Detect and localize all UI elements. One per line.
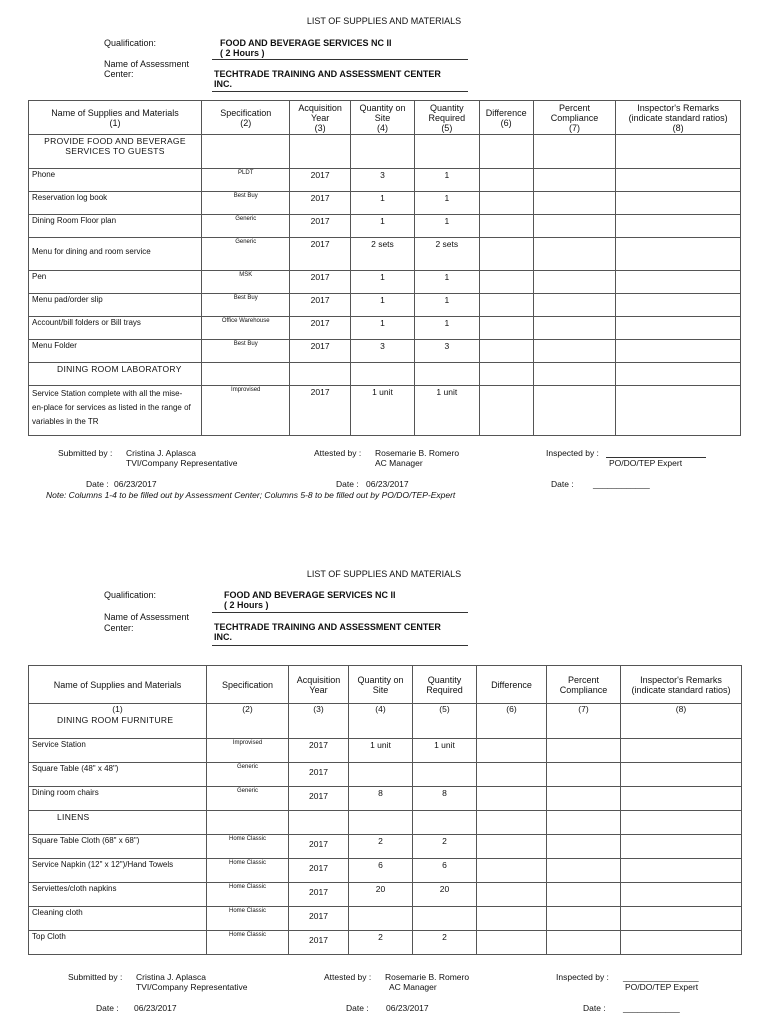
inspected-label: Inspected by : (556, 972, 609, 982)
header-name: Name of Supplies and Materials (1) (29, 101, 202, 135)
section-row: LINENS (29, 810, 742, 834)
inspected-label: Inspected by : (546, 448, 599, 458)
header-remarks: Inspector's Remarks (indicate standard ratios) (8) (616, 101, 741, 135)
center-value-2: INC. (214, 79, 232, 89)
divider (212, 612, 468, 613)
date-blank: ____________ (623, 1003, 680, 1013)
center-label-2: Center: (104, 69, 134, 79)
header-spec: Specification (2) (201, 101, 289, 135)
table-row: Dining room chairs Generic 2017 8 8 (29, 786, 742, 810)
divider (212, 645, 468, 646)
center-label-1: Name of Assessment (104, 59, 190, 69)
qualification-hours: ( 2 Hours ) (220, 48, 265, 58)
supplies-table-1 (28, 100, 741, 436)
submitted-role: TVI/Company Representative (126, 458, 238, 468)
inspected-blank: ________________ (623, 972, 699, 982)
submitted-label: Submitted by : (68, 972, 123, 982)
header-percent: Percent Compliance (7) (533, 101, 615, 135)
attested-name: Rosemarie B. Romero (375, 448, 460, 458)
header-qty-required: Quantity Required (413, 666, 477, 704)
qualification-label: Qualification: (104, 590, 157, 600)
section-row: DINING ROOM FURNITURE (29, 714, 742, 738)
table-row: Menu Folder Best Buy 2017 3 3 (29, 340, 741, 363)
table-row: Dining Room Floor plan Generic 2017 1 1 (29, 215, 741, 238)
attested-label: Attested by : (314, 448, 362, 458)
date-label: Date : (336, 479, 359, 489)
table-row: Service Station complete with all the mise- en-place for services as listed in the range of variables in the TR Improvised 2017 1 unit 1 unit (29, 386, 741, 436)
table-row: Square Table (48" x 48") Generic 2017 (29, 762, 742, 786)
center-label-2: Center: (104, 623, 134, 633)
table-row: Square Table Cloth (68" x 68") Home Classic 2017 2 2 (29, 834, 742, 858)
divider (212, 91, 468, 92)
qualification-value: FOOD AND BEVERAGE SERVICES NC II (220, 38, 392, 48)
inspected-role: PO/DO/TEP Expert (609, 458, 683, 468)
inspected-role: PO/DO/TEP Expert (625, 982, 699, 992)
submitted-label: Submitted by : (58, 448, 113, 458)
header-percent: Percent Compliance (547, 666, 621, 704)
attested-label: Attested by : (324, 972, 372, 982)
date-label: Date : (346, 1003, 369, 1013)
table-row: Account/bill folders or Bill trays Office Warehouse 2017 1 1 (29, 317, 741, 340)
header-year: Acquisition Year (289, 666, 349, 704)
header-qty-site: Quantity on Site (349, 666, 413, 704)
attested-name: Rosemarie B. Romero (385, 972, 470, 982)
date-label: Date : (96, 1003, 119, 1013)
header-remarks: Inspector's Remarks (indicate standard ratios) (621, 666, 742, 704)
header-spec: Specification (207, 666, 289, 704)
table-row: Reservation log book Best Buy 2017 1 1 (29, 192, 741, 215)
header-difference: Difference (477, 666, 547, 704)
date-label: Date : (583, 1003, 606, 1013)
header-qty-site: Quantity on Site (4) (350, 101, 414, 135)
doc-title-1: LIST OF SUPPLIES AND MATERIALS (306, 16, 462, 26)
attested-role: AC Manager (389, 982, 437, 992)
table-row: Cleaning cloth Home Classic 2017 (29, 906, 742, 930)
doc-title-2: LIST OF SUPPLIES AND MATERIALS (306, 569, 462, 579)
table-row: Service Station Improvised 2017 1 unit 1 unit (29, 738, 742, 762)
header-difference: Difference (6) (479, 101, 533, 135)
note: Note: Columns 1-4 to be filled out by Assessment Center; Columns 5-8 to be filled out by PO/DO/TEP-Expert (46, 490, 456, 500)
center-value-1: TECHTRADE TRAINING AND ASSESSMENT CENTER (214, 622, 441, 632)
date-value: 06/23/2017 (114, 479, 157, 489)
submitted-name: Cristina J. Aplasca (126, 448, 196, 458)
date-label: Date : (86, 479, 109, 489)
header-name: Name of Supplies and Materials (29, 666, 207, 704)
submitted-name: Cristina J. Aplasca (136, 972, 206, 982)
attested-role: AC Manager (375, 458, 423, 468)
date-value: 06/23/2017 (386, 1003, 429, 1013)
table-row: Menu for dining and room service Generic 2017 2 sets 2 sets (29, 238, 741, 271)
date-value: 06/23/2017 (366, 479, 409, 489)
table-row: Serviettes/cloth napkins Home Classic 2017 20 20 (29, 882, 742, 906)
header-year: Acquisition Year (3) (290, 101, 350, 135)
section-row: PROVIDE FOOD AND BEVERAGE SERVICES TO GUESTS (29, 135, 741, 169)
column-number-row: (1) (2) (3) (4) (5) (6) (7) (8) (29, 704, 742, 715)
table-row: Phone PLDT 2017 3 1 (29, 169, 741, 192)
date-blank: ____________ (593, 479, 650, 489)
supplies-table-2 (28, 665, 742, 955)
header-qty-required: Quantity Required (5) (415, 101, 479, 135)
center-label-1: Name of Assessment (104, 612, 190, 622)
center-value-1: TECHTRADE TRAINING AND ASSESSMENT CENTER (214, 69, 441, 79)
table-row: Pen MSK 2017 1 1 (29, 271, 741, 294)
section-row: DINING ROOM LABORATORY (29, 363, 741, 386)
date-value: 06/23/2017 (134, 1003, 177, 1013)
date-label: Date : (551, 479, 574, 489)
qualification-label: Qualification: (104, 38, 157, 48)
table-row: Top Cloth Home Classic 2017 2 2 (29, 930, 742, 954)
table-row: Service Napkin (12" x 12")/Hand Towels Home Classic 2017 6 6 (29, 858, 742, 882)
submitted-role: TVI/Company Representative (136, 982, 248, 992)
divider (212, 59, 468, 60)
qualification-hours: ( 2 Hours ) (224, 600, 269, 610)
table-row: Menu pad/order slip Best Buy 2017 1 1 (29, 294, 741, 317)
center-value-2: INC. (214, 632, 232, 642)
qualification-value: FOOD AND BEVERAGE SERVICES NC II (224, 590, 396, 600)
